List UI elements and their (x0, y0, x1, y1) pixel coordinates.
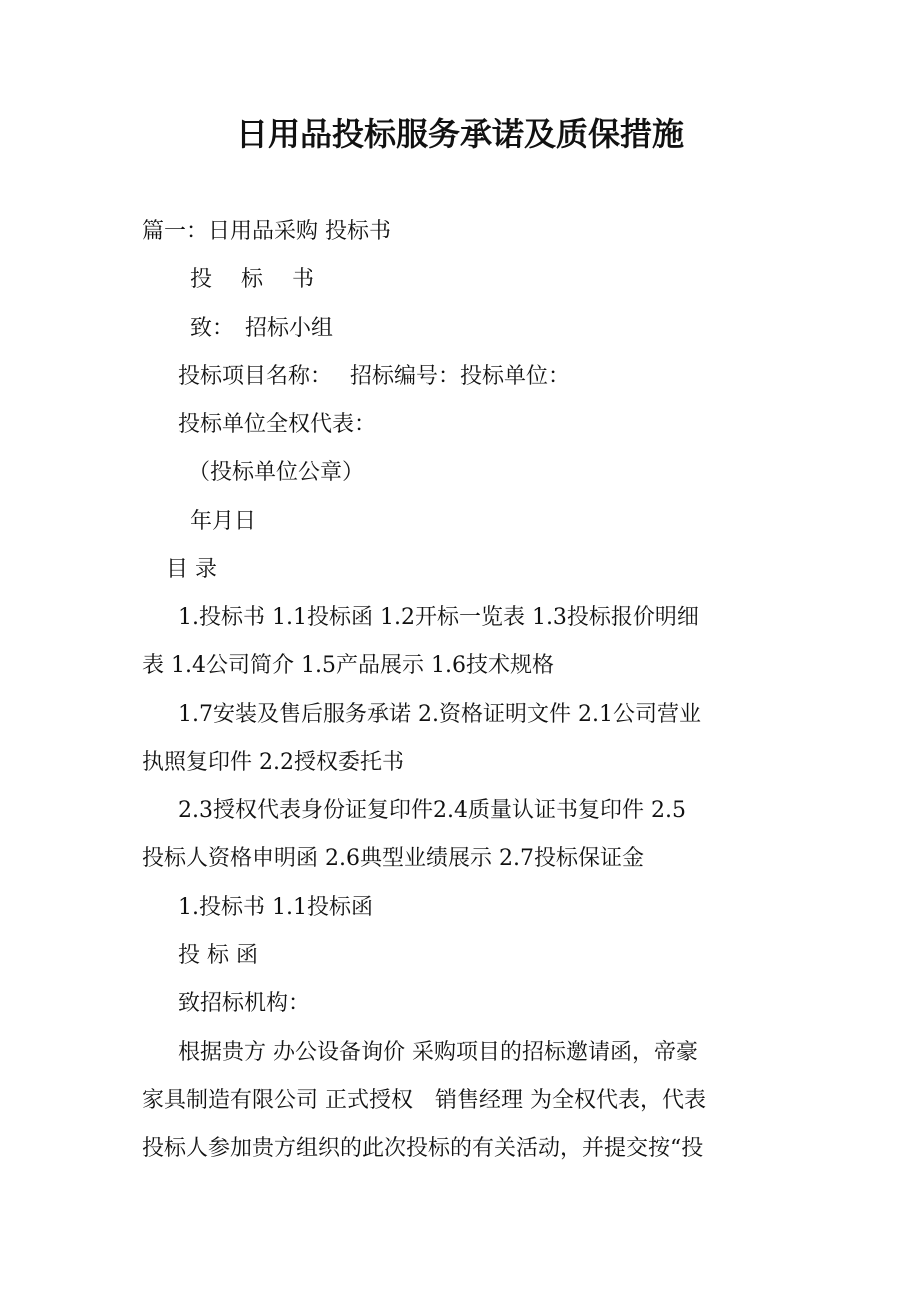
text-line-body-1: 根据贵方 办公设备询价 采购项目的招标邀请函，帝豪 (178, 1040, 698, 1065)
text-line-body-3: 投标人参加贵方组织的此次投标的有关活动，并提交按“投 (142, 1136, 704, 1161)
text-line-toc-heading: 目 录 (166, 557, 217, 582)
text-line-project-info: 投标项目名称： 招标编号：投标单位： (178, 364, 570, 389)
text-line-to-agency: 致招标机构： (178, 991, 311, 1016)
text-line-section-heading: 篇一：日用品采购 投标书 (142, 219, 391, 244)
text-line-bid-doc-heading: 投 标 书 (190, 267, 314, 292)
text-line-toc-4: 执照复印件 2.2授权委托书 (142, 750, 404, 775)
text-line-date: 年月日 (190, 509, 257, 534)
text-line-toc-3: 1.7安装及售后服务承诺 2.资格证明文件 2.1公司营业 (178, 702, 701, 727)
text-line-body-2: 家具制造有限公司 正式授权 销售经理 为全权代表，代表 (142, 1088, 706, 1113)
text-line-toc-2: 表 1.4公司简介 1.5产品展示 1.6技术规格 (142, 653, 554, 678)
text-line-toc-1: 1.投标书 1.1投标函 1.2开标一览表 1.3投标报价明细 (178, 605, 699, 630)
text-line-toc-5: 2.3授权代表身份证复印件2.4质量认证书复印件 2.5 (178, 798, 686, 823)
text-line-addressee: 致： 招标小组 (190, 316, 334, 341)
text-line-bid-letter-heading: 投 标 函 (178, 943, 258, 968)
document-title: 日用品投标服务承诺及质保措施 (235, 115, 684, 153)
text-line-representative: 投标单位全权代表： (178, 412, 377, 437)
text-line-toc-6: 投标人资格申明函 2.6典型业绩展示 2.7投标保证金 (142, 846, 644, 871)
text-line-company-seal: （投标单位公章） (188, 460, 365, 485)
text-line-section-1: 1.投标书 1.1投标函 (178, 895, 373, 920)
